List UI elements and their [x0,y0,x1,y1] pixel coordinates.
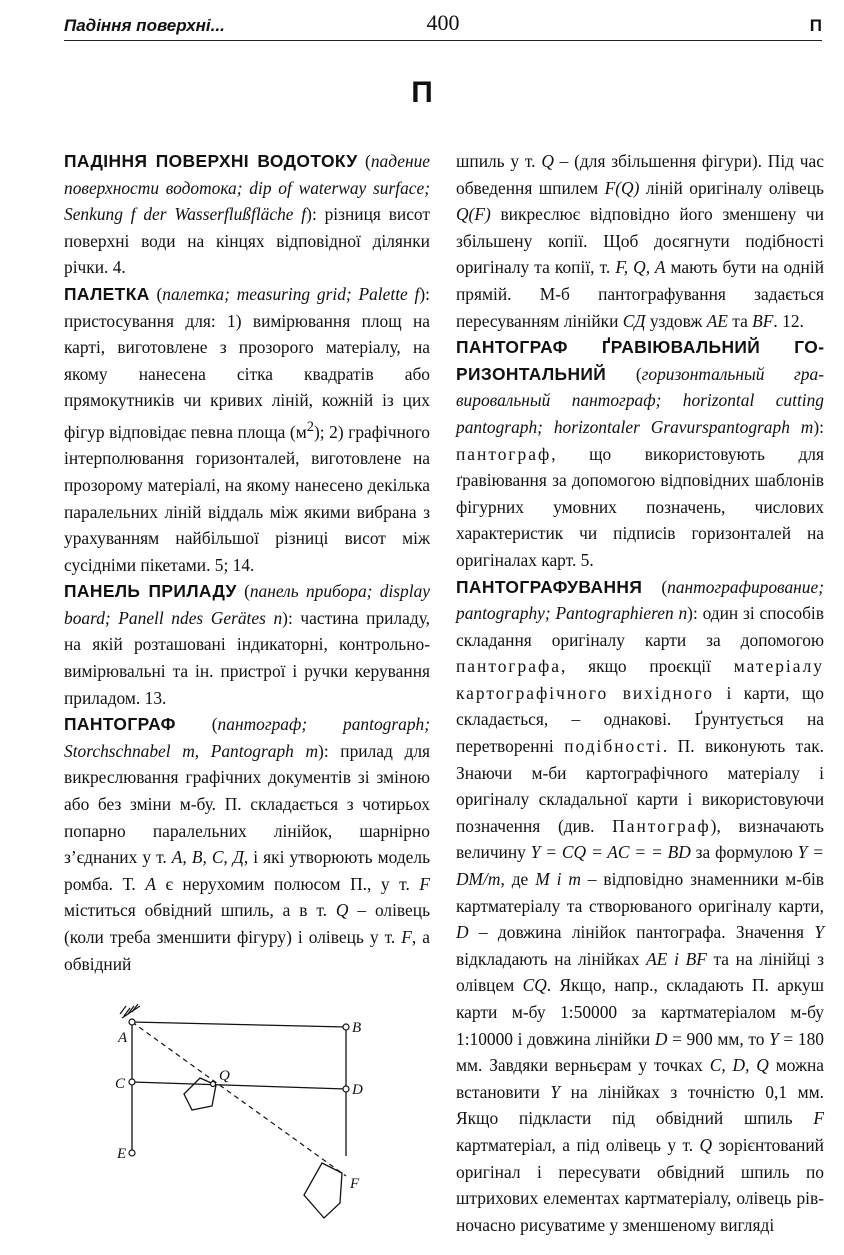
joint-b [343,1024,349,1030]
entry-definition: : частина приладу, на якій розташовані індикаторні, контрольно-вимірювальні та ін. пристрої і ручки керування приладом. 13. [64,607,430,708]
notation: F [813,1108,824,1129]
superscript: 2 [306,418,314,435]
ruler-ab [132,1022,346,1027]
entry-definition: можна встановити [456,1055,825,1102]
entry-definition: уздовж [645,310,707,331]
entry-definition: , що використовують для ґравіювання за допомогою відповідних шаблонів фігурних умовних позначень, числових характеристик чи підписів горизонталей на оригіналах карт. 5. [456,443,824,570]
ruler-cd [132,1082,346,1089]
running-title: Падіння поверхні... [64,16,225,35]
cross-reference: пантографа [456,656,561,677]
entry-definition: : пристосування для: 1) вимірювання площ на карті, виготовлене з прозорого матеріалу, на якому нанесена сітка квадратів або прямокутників чи кривих ліній, кожній із цих фігур відповідає певна площа (м [64,283,431,442]
entry-definition: = 180 мм. Завдяки верньєрам у точках [456,1028,825,1076]
entry-definition: та [727,310,753,331]
header-rule [64,40,822,41]
notation: D [456,922,469,943]
notation: CQ [522,975,547,996]
entry-definition: = 900 мм, то [667,1028,770,1049]
entry-pantohraf-continued [456,148,824,334]
entry-definition: та на лінійці з олівцем [456,948,824,996]
label-b: B [352,1020,362,1036]
entry-definition: . Якщо, напр., складають П. аркуш карти м-бу 1:50000 за картматеріалом м-бу 1:10000 і довжина лінійки [456,975,824,1049]
point-label: F [401,927,412,948]
entry-definition: шпиль у т. [456,151,542,171]
entry-definition: за формулою [690,842,798,863]
entry-definition: на лінійках з точністю 0,1 мм. Якщо підкласти під обвідний шпиль [456,1081,824,1129]
point-label: А [145,873,156,894]
entry-term: ПАЛЕТКА [64,283,150,304]
cross-reference: Пантограф [612,815,711,836]
notation: С, D, Q [709,1055,769,1076]
pantograph-figure [100,990,400,1220]
notation: BF [752,310,774,331]
notation: Y [769,1028,779,1049]
header-section-letter: П [809,16,822,35]
notation: Y [550,1081,561,1102]
entry-definition: зорієнтований оригінал і пересувати обвідний шпиль по штрихових елементах картматеріалу, олівець рівночасно рисуватиме у зменшеному вигляді [456,1134,824,1235]
entry-definition: ), визначають величину [456,815,824,863]
notation: СД [622,310,646,331]
entry-definition: відкладають на лінійках [456,948,647,969]
entry-synonyms: падение поверхности водотока; dip of waterway surface; Senkung f der Wasserflußfläche f [64,151,430,225]
label-q: Q [219,1068,230,1084]
entry-pantohrafuvannia: ПАНТОГРАФУВАННЯ (пантографирование; pantography; Pantographieren n): один зі способів складання оригіналу карти за допомогою пантографа, якщо проєкції матеріалу картографічного вихідного і карти, що складається, – однакові. Ґрунтується на перетворенні подібності. П. виконують так. Знаючи м-би картографічного матеріалу і оригіналу складальної карти і використовуючи позначення (див. Пантограф), визначають величину Y = CQ = AC = = BD за формулою Y = DM/m, де M і m – відповідно знаменники м-бів картматеріалу та створюваного оригіналу карти, D – довжина лінійок пантографа. Значення Y відкладають на лінійках АЕ і BF та на лінійці з олівцем CQ. Якщо, напр., складають П. аркуш карти м-бу 1:50000 за картматеріалом м-бу 1:10000 і довжина лінійки D = 900 мм, то Y = 180 мм. Завдяки верньєрам у точках С, D, Q можна встановити Y на лінійках з точністю 0,1 мм. Якщо підкласти під обвідний шпиль F картматеріал, а під олівець у т. Q зорієнтований оригінал і пересувати обвідний шпиль по штрихових елементах картматеріалу, олівець рівночасно рисуватиме у зменшеному вигляді [456,576,825,1235]
entry-definition: – довжина лінійок пантографа. Значення [468,922,815,943]
entry-definition: , а обвідний [64,927,430,974]
notation: F(Q) [604,177,640,198]
entry-definition: мають бути на одній прямій. М-б пантографування задається пересуванням лінійки [456,257,825,331]
entry-definition: , де [500,869,536,890]
entry-definition: викреслює відповідно його зменшену чи збільшену копії. Щоб досягнути подібності оригіналу та копії, т. [456,204,824,278]
entry-panel: ПАНЕЛЬ ПРИЛАДУ (панель прибора; display board; Panell ndes Gerätes n): частина приладу, на якій розташовані індикаторні, контрольно-вимірювальні та ін. пристрої і ручки керування приладом. 13. [64,581,431,708]
entry-paletka: ПАЛЕТКА (палетка; measuring grid; Palette f): пристосування для: 1) вимірювання площ на карті, виготовлене з прозорого матеріалу, на якому нанесена сітка квадратів або прямокутників чи кривих ліній, кожній із цих фігур відповідає певна площа $(м^2)$; 2) графічного інтерполювання горизонталей, виготовлене на прозорому матеріалі, на якому нанесено декілька паралельних ліній віддаль між якими вибрана з урахуванням найбільшої різниці висот між сусідніми пікетами. 5; 14. [64,283,431,575]
notation: АЕ і BF [646,948,707,969]
entry-definition: є нерухомим полюсом П., у т. [155,873,420,894]
point-labels: F, Q, A [615,257,666,278]
cross-reference: подібності [564,736,663,757]
entry-definition: : один зі способів складання оригіналу карти за допомогою [456,603,824,650]
label-e: E [117,1146,127,1162]
entry-pantohraf-hraviuvalnyi: ПАНТОГРАФ ҐРАВІЮВАЛЬНИЙ ГОРИЗОНТАЛЬНИЙ (горизонтальный гравировальный пантограф; horizontal cutting pantograph; horizontaler Gravurspantograph m): пантограф, що використовують для ґравіювання за допомогою відповідних шаблонів фігурних умовних позначень, числових характеристик чи підписів горизонталей на оригіналах карт. 5. [456,337,824,570]
joint-q [211,1082,216,1087]
entry-synonyms: палетка; measuring grid; Palette f [162,283,420,304]
entry-definition: – (для збільшення фігури). Під час обведення шпилем [456,151,824,198]
entry-synonyms: пантограф; pantograph; Storchschnabel m, Pantograph m [64,714,430,761]
joint-c [129,1079,135,1085]
entry-synonyms: горизонтальный гравировальный пантограф; horizontal cutting pantograph; horizontaler Gravurspantograph m [456,363,824,437]
entry-term: ПАНЕЛЬ ПРИЛАДУ [64,581,237,602]
notation: Y [814,922,824,943]
entry-definition: і карти, що складається, – однакові. Ґрунтується на перетворенні [456,682,824,757]
entry-definition: , і які утворюють модель ромба. Т. [64,847,431,894]
entry-definition: : різниця висот поверхні води на кінцях відповідної ділянки річки. 4. [64,204,430,278]
pantograph-diagram [100,990,400,1220]
entry-definition: – олівець (коли треба зменшити фігуру) і олівець у т. [64,900,430,948]
notation: АЕ [706,310,728,331]
notation: D [654,1028,668,1049]
notation: M і m [535,869,581,890]
entry-synonyms: пантографирование; pantography; Pantographieren n [456,576,824,624]
entry-definition: . П. виконують так. Знаючи м-би картографічного матеріалу і оригіналу складальної карти і використовуючи позначення (див. [456,736,824,836]
point-labels: А, В, С, Д [171,847,244,868]
point-label: F [419,873,431,894]
label-d: D [352,1082,363,1098]
point-label: Q [541,151,554,171]
cross-reference: матеріалу картографічного вихідного [456,656,824,703]
left-column [64,148,430,977]
label-c: C [115,1076,126,1092]
entry-term: ПАДІННЯ ПОВЕРХНІ ВОДОТОКУ [64,151,358,171]
label-a: A [118,1030,128,1046]
entry-definition-cont: ); 2) графічного інтерполювання горизонталей, виготовлене на прозорому матеріалі, на якому нанесено декілька паралельних ліній віддаль між якими вибрана з урахуванням найбільшої різниці висот між сусідніми пікетами. 5; 14. [64,421,430,575]
entry-definition: – відповідно знаменники м-бів картматеріалу та створюваного оригіналу карти, [456,869,824,916]
entry-definition: : прилад для викреслювання графічних документів зі зміною або без зміни м-бу. П. складається з чотирьох попарно паралельних лінійок, шарнірно з’єднаних у т. [64,740,430,868]
alignment-line-aqf [132,1022,346,1176]
entry-definition: картматеріал, а під олівець у т. [456,1134,700,1155]
entry-definition: : [819,416,824,437]
original-pentagon [304,1163,342,1218]
joint-a [129,1019,135,1025]
entry-term: ПАНТОГРАФ [64,714,176,735]
notation: Q(F) [456,204,491,225]
entry-padinnia: ПАДІННЯ ПОВЕРХНІ ВОДОТОКУ (падение поверхности водотока; dip of waterway surface; Senkung f der Wasserflußfläche f): різниця висот поверхні води на кінцях відповідної ділянки річки. 4. [64,151,430,278]
page-number: 400 [426,10,460,35]
point-label: Q [335,900,349,921]
entry-pantohraf: ПАНТОГРАФ (пантограф; pantograph; Storchschnabel m, Pantograph m): прилад для викреслювання графічних документів зі зміною або без зміни м-бу. П. складається з чотирьох попарно паралельних лінійок, шарнірно з’єднаних у т. А, В, С, Д, і які утворюють модель ромба. Т. А є нерухомим полюсом П., у т. F міститься обвідний шпиль, а в т. Q – олівець (коли треба зменшити фігуру) і олівець у т. F, а обвідний [64,714,431,974]
running-header [64,10,822,40]
entry-definition: , якщо проєкції [560,656,734,677]
entry-term: ПАНТОГРАФ ҐРАВІЮВАЛЬНИЙ ГОРИЗОНТАЛЬНИЙ [456,337,824,384]
joint-e [129,1150,135,1156]
section-heading: П [411,76,433,109]
entry-definition: ліній оригіналу олівець [639,177,824,198]
formula: Y = DM/m [456,842,824,890]
entry-definition: міститься обвідний шпиль, а в т. [64,900,336,921]
notation: Q [699,1134,713,1155]
joint-d [343,1086,349,1092]
entry-term: ПАНТОГРАФУВАННЯ [456,576,643,597]
formula: Y = CQ = AC = = BD [530,842,691,863]
entry-synonyms: панель прибора; display board; Panell ndes Gerätes n [64,581,431,628]
label-f: F [350,1176,360,1192]
fixed-pole-hatch [120,1004,140,1018]
right-column [456,148,824,1238]
entry-definition: . 12. [773,310,804,331]
cross-reference: пантограф [456,443,552,464]
